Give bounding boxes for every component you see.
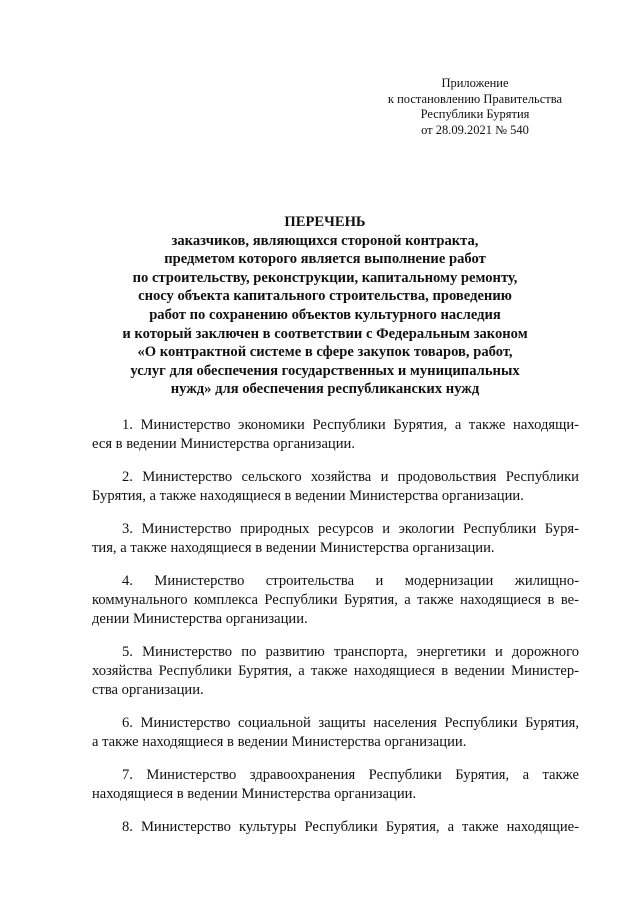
list-item-line: 7. Министерство здравоохранения Республики Бурятия, а также [122, 767, 579, 783]
heading-line: и который заключен в соответствии с Федеральным законом [122, 325, 528, 342]
list-item-line: хозяйства Республики Бурятия, а также находящиеся в ведении Министер- [92, 663, 579, 679]
list-item-line: 3. Министерство природных ресурсов и экологии Республики Буря- [122, 521, 579, 537]
list-item-line: находящиеся в ведении Министерства организации. [92, 786, 417, 802]
list-item-line: дении Министерства организации. [92, 611, 308, 627]
list-item-line: 5. Министерство по развитию транспорта, энергетики и дорожного [122, 644, 579, 660]
document-heading [60, 213, 590, 399]
appendix-line: к постановлению Правительства [387, 91, 563, 106]
list-item-7 [92, 766, 579, 804]
list-item-line: еся в ведении Министерства организации. [92, 436, 356, 452]
list-item-8 [92, 818, 579, 837]
list-item-3 [92, 520, 579, 558]
heading-line: по строительству, реконструкции, капитальному ремонту, [132, 269, 518, 286]
list-item-line: ства организации. [92, 682, 204, 698]
list-item-line: а также находящиеся в ведении Министерства организации. [92, 734, 467, 750]
heading-line: услуг для обеспечения государственных и муниципальных [130, 362, 520, 379]
list-item-line: 6. Министерство социальной защиты населения Республики Бурятия, [122, 715, 579, 731]
list-item-1 [92, 416, 579, 454]
list-item-line: коммунального комплекса Республики Бурятия, а также находящиеся в ве- [92, 592, 579, 608]
appendix-line: от 28.09.2021 № 540 [421, 122, 529, 137]
appendix-line: Республики Бурятия [420, 107, 530, 121]
list-item-line: Бурятия, а также находящиеся в ведении Министерства организации. [92, 488, 524, 504]
list-item-4 [92, 572, 579, 629]
list-item-5 [92, 643, 579, 700]
heading-line: работ по сохранению объектов культурного наследия [149, 306, 501, 323]
heading-line: предметом которого является выполнение работ [164, 251, 486, 268]
list-item-line: 8. Министерство культуры Республики Бурятия, а также находящие- [122, 819, 579, 835]
list-item-2 [92, 468, 579, 506]
list-item-line: тия, а также находящиеся в ведении Министерства организации. [92, 540, 495, 556]
appendix-block [375, 76, 575, 138]
list-item-line: 1. Министерство экономики Республики Бурятия, а также находящи- [122, 417, 579, 433]
heading-line: сносу объекта капитального строительства, проведению [138, 288, 512, 305]
heading-title: ПЕРЕЧЕНЬ [284, 214, 366, 230]
list-item-line: 4. Министерство строительства и модернизации жилищно- [122, 573, 579, 589]
appendix-line: Приложение [441, 76, 509, 90]
list-item-6 [92, 714, 579, 752]
list-item-line: 2. Министерство сельского хозяйства и продовольствия Республики [122, 469, 579, 485]
heading-line: нужд» для обеспечения республиканских нужд [170, 381, 480, 398]
heading-line: заказчиков, являющихся стороной контракта, [171, 232, 479, 249]
heading-line: «О контрактной системе в сфере закупок товаров, работ, [137, 344, 513, 361]
list-items [92, 416, 579, 851]
